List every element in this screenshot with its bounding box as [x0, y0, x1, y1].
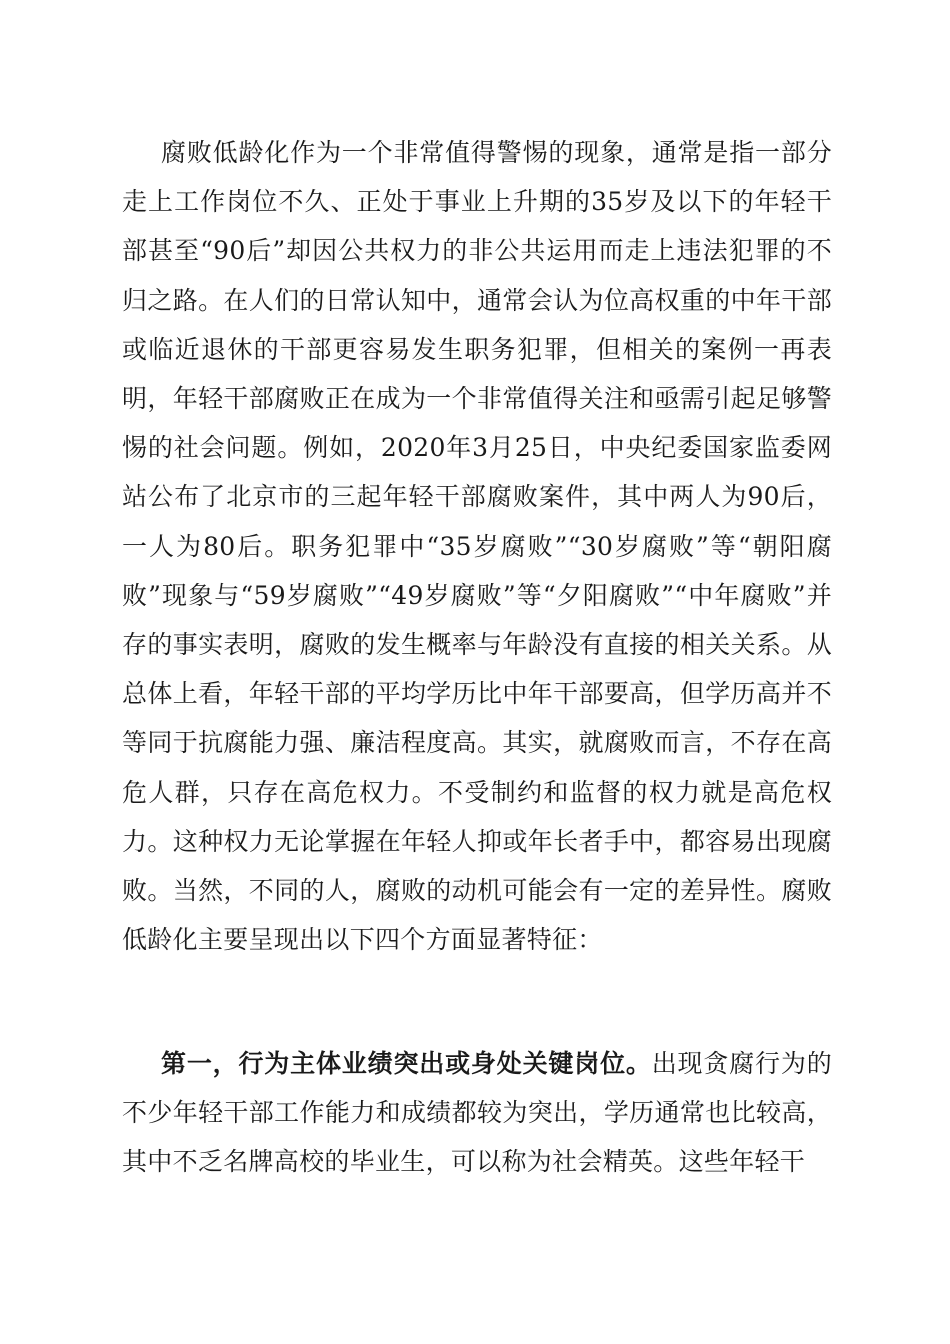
paragraph-feature-one: [122, 1039, 832, 1187]
paragraph-intro: 腐败低龄化作为一个非常值得警惕的现象，通常是指一部分走上工作岗位不久、正处于事业上升期的35岁及以下的年轻干部甚至“90后”却因公共权力的非公共运用而走上违法犯罪的不归之路。在人们的日常认知中，通常会认为位高权重的中年干部或临近退休的干部更容易发生职务犯罪，但相关的案例一再表明，年轻干部腐败正在成为一个非常值得关注和亟需引起足够警惕的社会问题。例如，2020年3月25日，中央纪委国家监委网站公布了北京市的三起年轻干部腐败案件，其中两人为90后，一人为80后。职务犯罪中“35岁腐败”“30岁腐败”等“朝阳腐败”现象与“59岁腐败”“49岁腐败”等“夕阳腐败”“中年腐败”并存的事实表明，腐败的发生概率与年龄没有直接的相关关系。从总体上看，年轻干部的平均学历比中年干部要高，但学历高并不等同于抗腐能力强、廉洁程度高。其实，就腐败而言，不存在高危人群，只存在高危权力。不受制约和监督的权力就是高危权力。这种权力无论掌握在年轻人抑或年长者手中，都容易出现腐败。当然，不同的人，腐败的动机可能会有一定的差异性。腐败低龄化主要呈现出以下四个方面显著特征：: [122, 138, 832, 955]
feature-one-body: 出现贪腐行为的不少年轻干部工作能力和成绩都较为突出，学历通常也比较高，其中不乏名牌高校的毕业生，可以称为社会精英。这些年轻干: [122, 1049, 832, 1177]
feature-one-heading: 第一，行为主体业绩突出或身处关键岗位。: [161, 1049, 652, 1078]
